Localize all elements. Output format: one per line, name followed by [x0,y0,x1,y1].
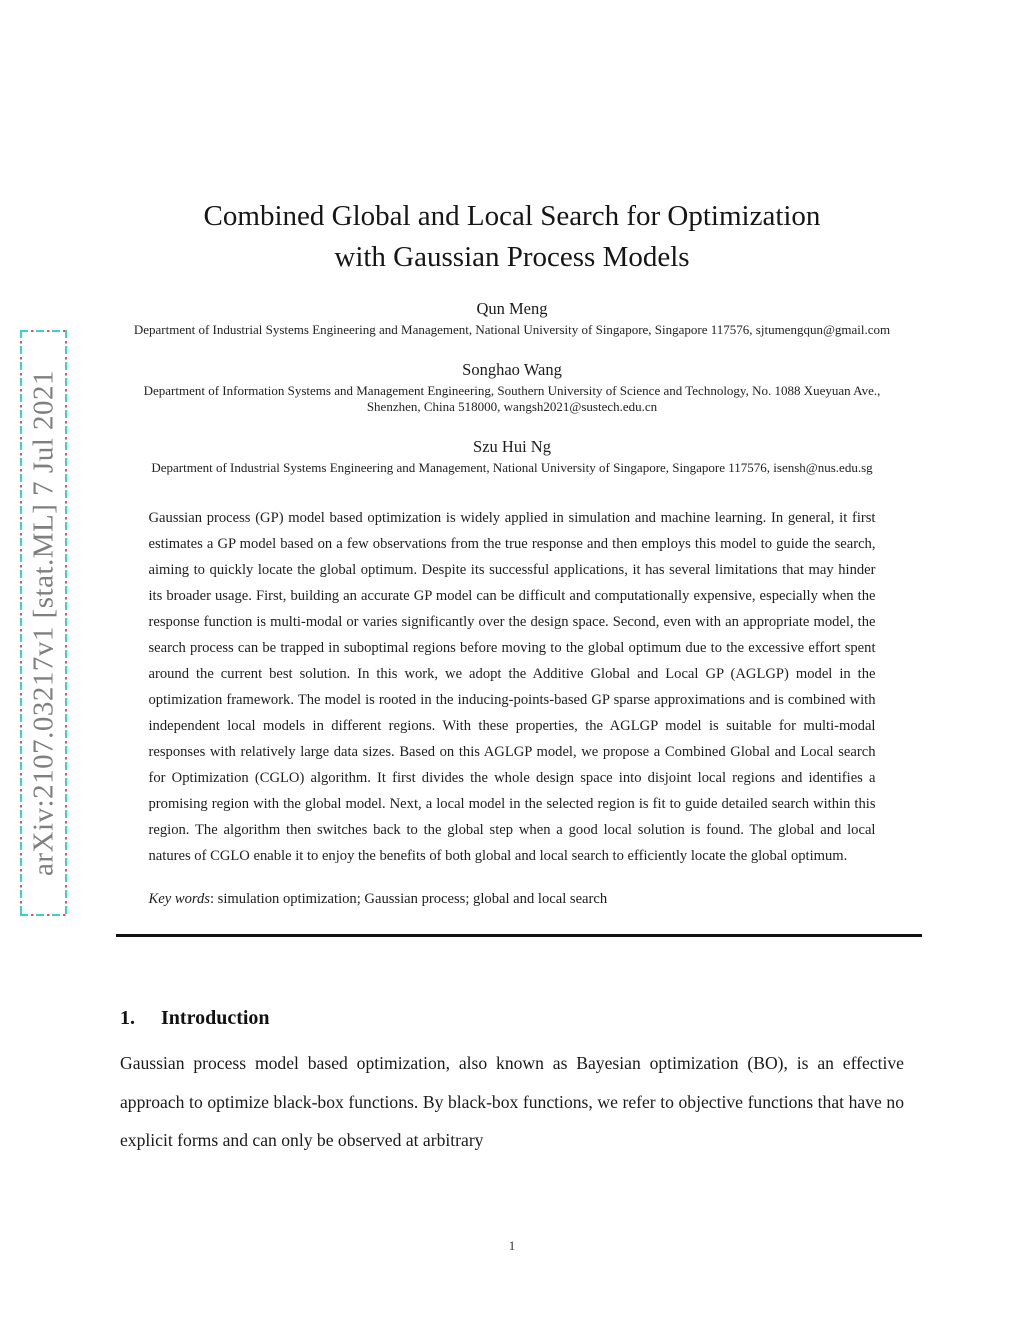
paper-title-line1: Combined Global and Local Search for Optimization [203,200,821,232]
horizontal-rule [116,934,922,937]
section-number: 1. [120,1007,135,1029]
keywords-text: : simulation optimization; Gaussian process; global and local search [209,891,608,907]
paper-title [0,0,1024,278]
author-block-1 [0,299,1024,339]
keywords-line [149,888,876,910]
page-number: 1 [508,1238,516,1253]
section-heading-introduction [120,1007,1024,1030]
author-affiliation: Department of Industrial Systems Engineering and Management, National University of Singapore, Singapore 117576, isensh@nus.edu.sg [151,459,873,475]
introduction-paragraph: Gaussian process model based optimization, also known as Bayesian optimization (BO), is an effective approach to optimize black-box functions. By black-box functions, we refer to objective functions that have no explicit forms and can only be observed at arbitrary [120,1053,904,1150]
author-affiliation: Department of Industrial Systems Engineering and Management, National University of Singapore, Singapore 117576, sjtumengqun@gmail.com [133,322,891,337]
keywords-label: Key words [148,891,210,907]
author-name: Qun Meng [476,299,548,318]
arxiv-watermark [20,330,67,916]
author-name: Songhao Wang [462,359,562,379]
arxiv-watermark-text: arXiv:2107.03217v1 [stat.ML] 7 Jul 2021 [27,369,59,877]
section-title: Introduction [161,1007,270,1029]
author-block-3 [0,437,1024,477]
author-name: Szu Hui Ng [473,436,551,456]
author-block-2 [0,360,1024,416]
paper-title-line2: with Gaussian Process Models [334,241,690,273]
author-affiliation: Department of Information Systems and Management Engineering, Southern University of Science and Technology, No. 1088 Xueyuan Ave., Shenzhen, China 518000, wangsh2021@sustech.edu.cn [143,382,881,414]
abstract-text: Gaussian process (GP) model based optimization is widely applied in simulation and machine learning. In general, it first estimates a GP model based on a few observations from the true response and then employs this model to guide the search, aiming to quickly locate the global optimum. Despite its successful applications, it has several limitations that may hinder its broader usage. First, building an accurate GP model can be difficult and computationally expensive, especially when the response function is multi-modal or varies significantly over the design space. Second, even with an appropriate model, the search process can be trapped in suboptimal regions before moving to the global optimum due to the excessive effort spent around the current best solution. In this work, we adopt the Additive Global and Local GP (AGLGP) model in the optimization framework. The model is rooted in the inducing-points-based GP sparse approximations and is combined with independent local models in different regions. With these properties, the AGLGP model is suitable for multi-modal responses with relatively large data sizes. Based on this AGLGP model, we propose a Combined Global and Local search for Optimization (CGLO) algorithm. It first divides the whole design space into disjoint local regions and identifies a promising region with the global model. Next, a local model in the selected region is fit to guide detailed search within this region. The algorithm then switches back to the global step when a good local solution is found. The global and local natures of CGLO enable it to enjoy the benefits of both global and local search to efficiently locate the global optimum. [148,510,876,864]
